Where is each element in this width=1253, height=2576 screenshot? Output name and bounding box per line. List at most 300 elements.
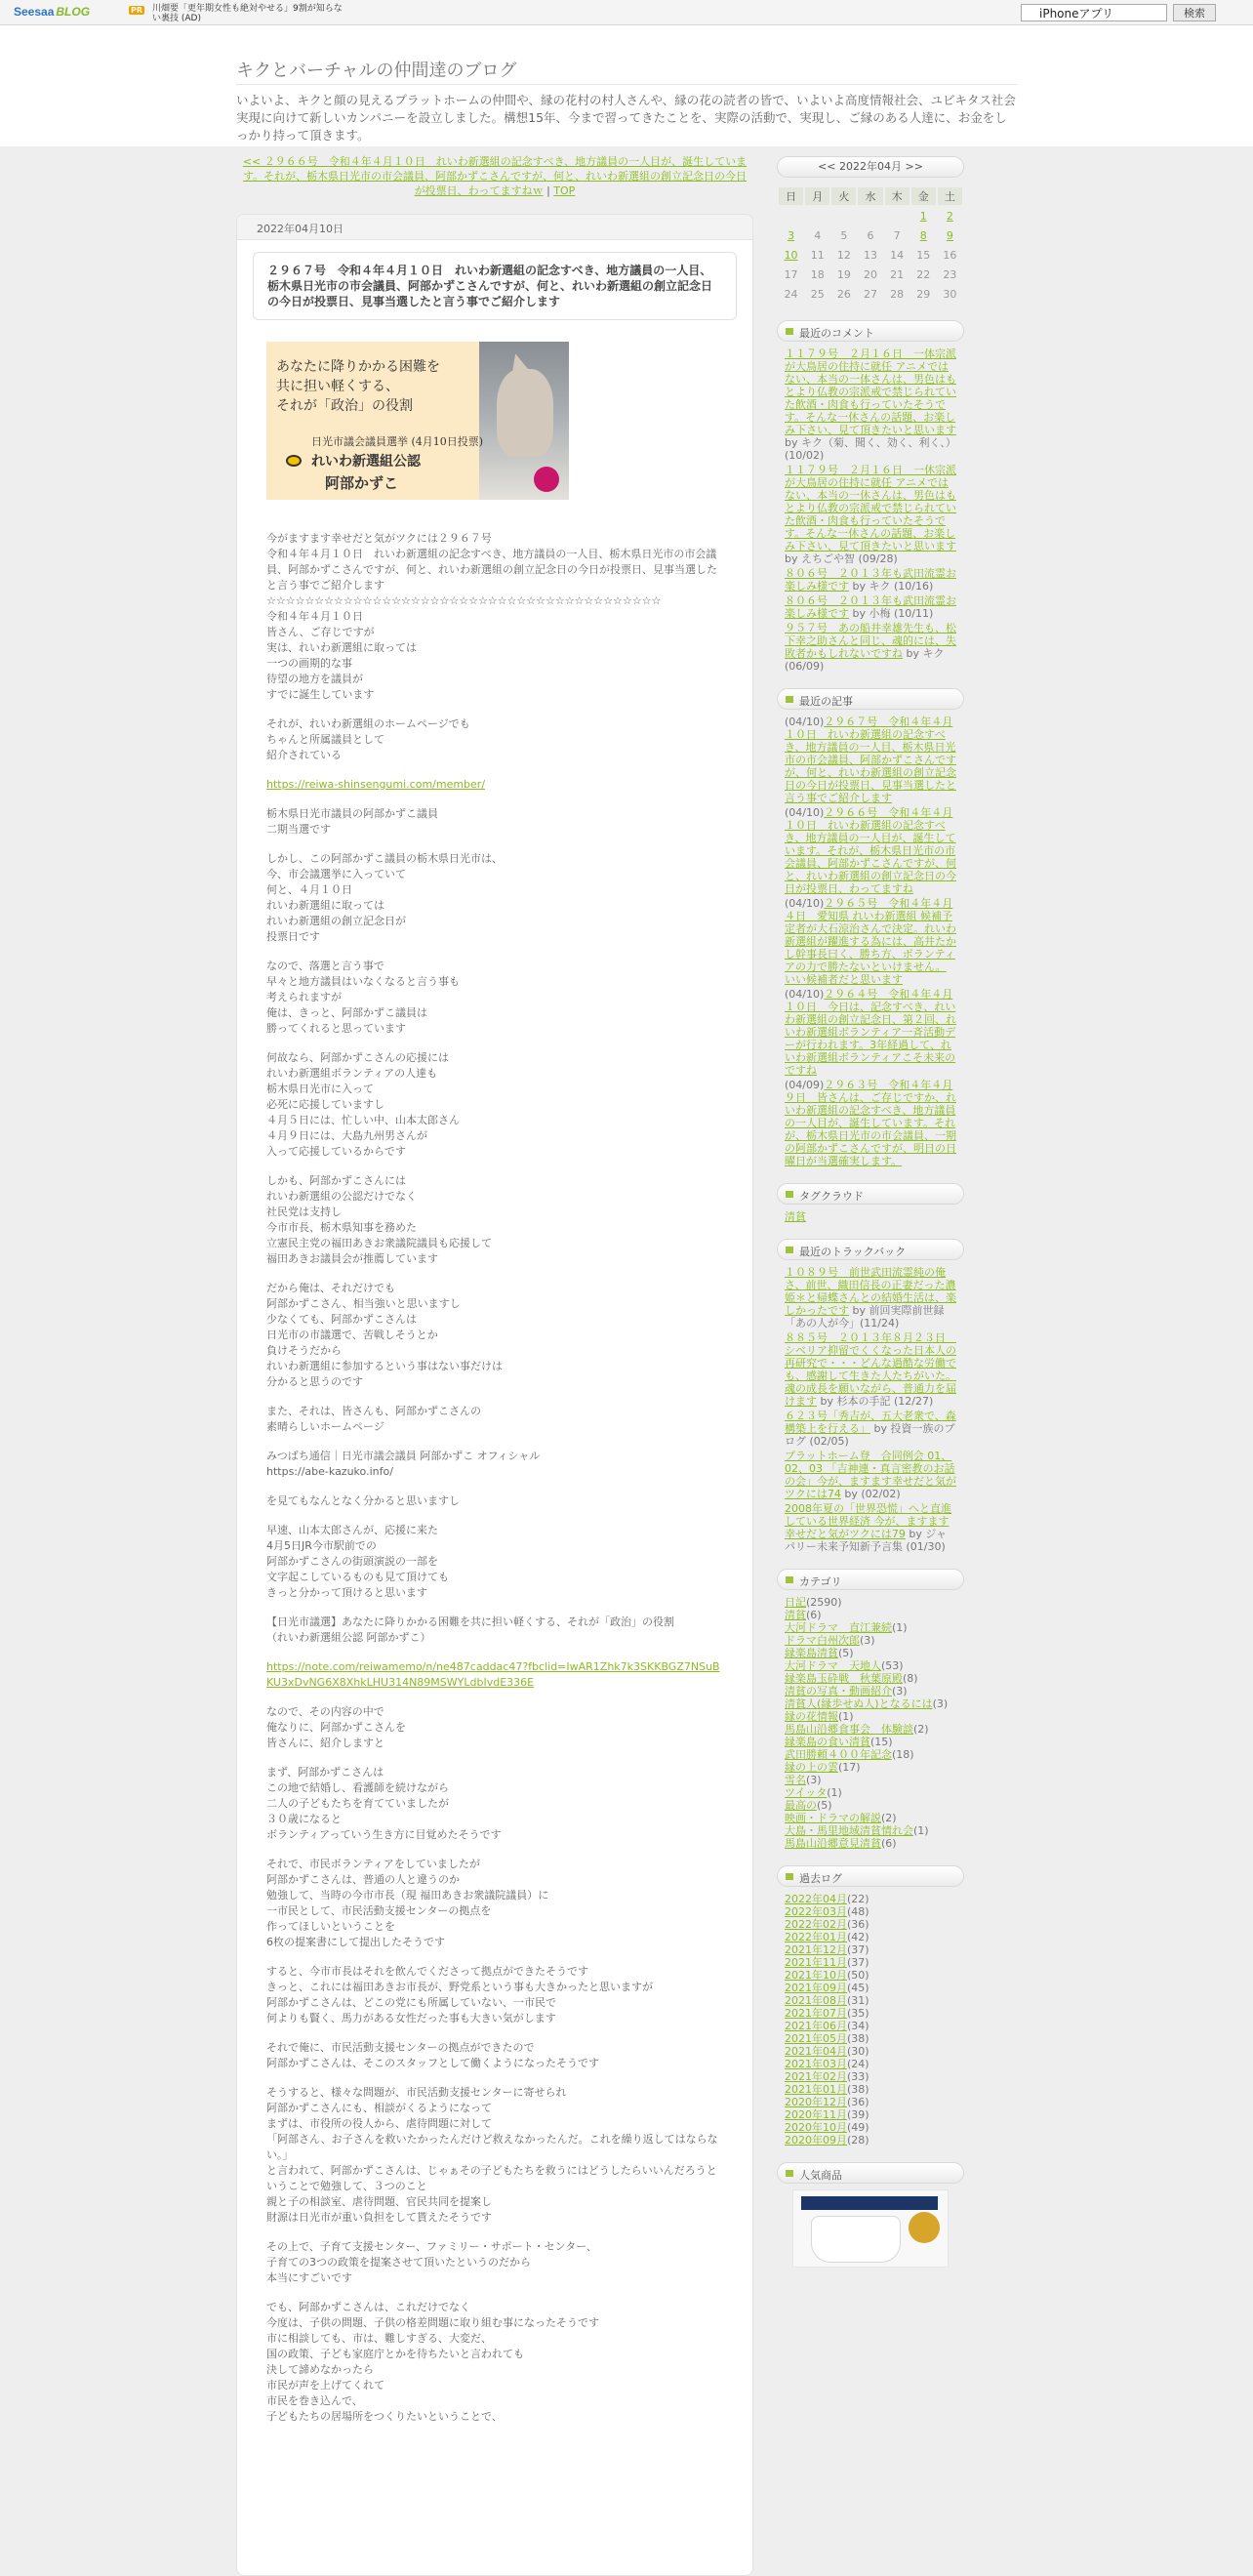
archive-count: (38) bbox=[847, 2083, 869, 2096]
trackback-item bbox=[785, 1502, 956, 1553]
calendar-day[interactable] bbox=[938, 226, 962, 244]
archive-link[interactable]: 2021年10月 bbox=[785, 1969, 847, 1982]
category-link[interactable]: 縁楽島清貧 bbox=[785, 1647, 838, 1659]
archive-count: (45) bbox=[847, 1982, 869, 1994]
archive-item bbox=[785, 2121, 956, 2134]
archive-count: (35) bbox=[847, 2007, 869, 2020]
campaign-banner-image[interactable] bbox=[266, 342, 569, 500]
archive-count: (34) bbox=[847, 2020, 869, 2032]
archive-link[interactable]: 2020年09月 bbox=[785, 2134, 847, 2147]
trackback-link[interactable]: 2008年夏の「世界恐慌」へと直進している世界経済 今が、ますます幸せだと気がツクには79 bbox=[785, 1502, 951, 1540]
archive-link[interactable]: 2021年04月 bbox=[785, 2045, 847, 2058]
post-paragraph: それで、市民ボランティアをしていましたが 阿部かずこさんは、普通の人と違うのか 勉強して、当時の今市市長（現 福田あきお衆議院議員）に 一市民として、市民活動支援センターの拠点を 作ってほしいということを 6枚の提案書にして提出したそうです bbox=[266, 1858, 549, 1948]
category-link[interactable]: 雪名 bbox=[785, 1774, 806, 1786]
comment-item bbox=[785, 348, 956, 462]
recent-post-date: (04/09) bbox=[785, 1079, 825, 1091]
category-item bbox=[785, 1609, 956, 1621]
comment-item bbox=[785, 464, 956, 565]
archive-link[interactable]: 2021年12月 bbox=[785, 1943, 847, 1956]
post-date-bar bbox=[237, 215, 752, 240]
archive-link[interactable]: 2021年07月 bbox=[785, 2007, 847, 2020]
calendar-week-row bbox=[779, 266, 962, 283]
category-item bbox=[785, 1723, 956, 1736]
calendar-weekday-row bbox=[779, 187, 962, 205]
calendar-day: 23 bbox=[938, 266, 962, 283]
category-item bbox=[785, 1647, 956, 1659]
banner-party: れいわ新選組公認 bbox=[311, 454, 421, 470]
post-article bbox=[236, 214, 753, 2576]
recent-post-item bbox=[785, 897, 956, 986]
heading-label: 人気商品 bbox=[799, 2169, 842, 2182]
category-link[interactable]: 縁の花情報 bbox=[785, 1710, 838, 1723]
archive-link[interactable]: 2021年02月 bbox=[785, 2070, 847, 2083]
comment-author: by キク (10/16) bbox=[852, 580, 934, 593]
square-bullet-icon bbox=[786, 2170, 793, 2177]
archive-link[interactable]: 2021年11月 bbox=[785, 1956, 847, 1969]
archive-link[interactable]: 2022年01月 bbox=[785, 1931, 847, 1943]
recent-post-link[interactable]: ２９６７号 令和４年４月１０日 れいわ新選組の記念すべき、地方議員の一人目、栃木県日光市の市会議員、阿部かずこさんですが、何と、れいわ新選組の創立記念日の今日が投票日、見事当選したと言う事でご紹介します bbox=[785, 716, 956, 804]
calendar-day: 6 bbox=[858, 226, 882, 244]
trackbacks-heading bbox=[777, 1239, 964, 1260]
archives-heading bbox=[777, 1865, 964, 1887]
category-count: (1) bbox=[827, 1786, 842, 1799]
comment-link[interactable]: １１７９号 ２月１６日 一体宗派が大鳥居の住持に就任 アニメではない、本当の一体さんは、男色はもとより仏教の宗派戒で禁じられていた飲酒・肉食も行っていたそうです。そんな一休さんの話題、お楽しみ下さい、見て頂きたいと思います bbox=[785, 348, 956, 436]
post-paragraph: 早速、山本太郎さんが、応援に来た 4月5日JR今市駅前での 阿部かずこさんの街頭演説の一部を 文字起こしているものも見て頂けても きっと分かって頂けると思います bbox=[266, 1524, 449, 1599]
category-link[interactable]: 縁の上の雲 bbox=[785, 1761, 838, 1774]
recent-comments-heading bbox=[777, 320, 964, 342]
post-paragraph: そうすると、様々な問題が、市民活動支援センターに寄せられ 阿部かずこさんにも、相談がくるようになって まずは、市役所の役人から、虐待問題に対して 「阿部さん、お子さんを救いたかったんだけど救えなかったんだ。これを繰り返してはならない。」 と言われて、阿部かずこさんは、じゃぁその子どもたちを救うにはどうしたらいいんだろうということで勉強して、３つのこと 親と子の相談室、虐待問題、官民共同を提案し 財源は日光市が重い負担をして貰えたそうです bbox=[266, 2086, 718, 2224]
calendar-day: 12 bbox=[831, 246, 856, 264]
trackback-link[interactable]: ６２３号「秀吉が、五大老衆で、森構築上を行える」 bbox=[785, 1410, 956, 1435]
calendar-day: 20 bbox=[858, 266, 882, 283]
square-bullet-icon bbox=[786, 1576, 793, 1583]
archive-link[interactable]: 2020年11月 bbox=[785, 2108, 847, 2121]
calendar-week-row bbox=[779, 226, 962, 244]
category-link[interactable]: 縁楽島玉砕戦 秋葉原殿 bbox=[785, 1672, 903, 1685]
cat-photo-shape bbox=[497, 369, 553, 457]
category-link[interactable]: 清貧の写真・動画紹介 bbox=[785, 1685, 892, 1697]
calendar-day: 28 bbox=[885, 285, 909, 303]
category-count: (2590) bbox=[806, 1596, 842, 1609]
archive-item bbox=[785, 1905, 956, 1918]
calendar-weekday: 木 bbox=[885, 187, 909, 205]
calendar-day: 30 bbox=[938, 285, 962, 303]
calendar-day: 13 bbox=[858, 246, 882, 264]
archive-item bbox=[785, 2032, 956, 2045]
archive-link[interactable]: 2021年08月 bbox=[785, 1994, 847, 2007]
header-divider bbox=[236, 84, 1017, 85]
archive-item bbox=[785, 2096, 956, 2108]
calendar bbox=[777, 185, 964, 305]
post-paragraph: 何故なら、阿部かずこさんの応援には れいわ新選組ボランティアの人達も 栃木県日光市に入って 必死に応援していますし ４月５日には、忙しい中、山本太郎さん ４月９日には、大島九州男さんが 入って応援しているからです bbox=[266, 1051, 460, 1158]
calendar-day-link[interactable]: 10 bbox=[784, 248, 798, 262]
square-bullet-icon bbox=[786, 1247, 793, 1253]
archive-count: (37) bbox=[847, 1956, 869, 1969]
archive-count: (28) bbox=[847, 2134, 869, 2147]
recent-post-link[interactable]: ２９６３号 令和４年４月９日 皆さんは、ご存じですか、れいわ新選組の記念すべき、地方議員の一人目が、誕生しています。それが、栃木県日光市の市会議員、一期の阿部かずこさんですが、明日の日曜日が当選確実します。 bbox=[785, 1079, 956, 1167]
category-count: (6) bbox=[881, 1837, 897, 1850]
trackback-source: by 杉本の手記 (12/27) bbox=[820, 1395, 934, 1408]
ad-pr-badge: PR bbox=[131, 6, 143, 15]
comment-link[interactable]: ８０６号 ２０１３年も武田流霊お楽しみ様です bbox=[785, 594, 956, 620]
archive-count: (50) bbox=[847, 1969, 869, 1982]
tag-cloud-heading bbox=[777, 1183, 964, 1205]
note-article-link[interactable]: https://note.com/reiwamemo/n/ne487caddac47?fbclid=IwAR1Zhk7k3SKKBGZ7NSuBKU3xDvNG6X8XhkLHU314N89MSWYLdbIvdE336E bbox=[266, 1660, 720, 1689]
category-link[interactable]: 武田勝頼４００年記念 bbox=[785, 1748, 892, 1761]
calendar-weekday: 金 bbox=[911, 187, 936, 205]
archive-link[interactable]: 2021年06月 bbox=[785, 2020, 847, 2032]
comment-item bbox=[785, 567, 956, 593]
post-paragraph bbox=[266, 777, 723, 793]
calendar-weekday: 火 bbox=[831, 187, 856, 205]
sidebar bbox=[777, 156, 964, 2268]
calendar-day[interactable] bbox=[911, 207, 936, 225]
category-link[interactable]: 大島・馬里地域清貧情れ会 bbox=[785, 1824, 913, 1837]
category-count: (3) bbox=[806, 1774, 822, 1786]
archive-link[interactable]: 2020年12月 bbox=[785, 2096, 847, 2108]
comment-author: by キク (06/09) bbox=[785, 647, 945, 673]
mask-shape bbox=[811, 2216, 901, 2263]
post-body bbox=[237, 320, 752, 2425]
recent-post-date: (04/10) bbox=[785, 806, 825, 819]
calendar-day-link[interactable]: 2 bbox=[946, 209, 953, 223]
reiwa-badge-icon bbox=[534, 467, 559, 492]
square-bullet-icon bbox=[786, 1873, 793, 1880]
calendar-week-row bbox=[779, 246, 962, 264]
post-paragraph: を見てもなんとなく分かると思いますし bbox=[266, 1494, 460, 1507]
trackback-link[interactable]: プラットホーム登 合同例会 01、02、03 「吉神連・真言密教のお話の会」今が、ますます幸せだと気がツクには74 bbox=[785, 1450, 956, 1500]
category-item bbox=[785, 1697, 956, 1710]
comment-link[interactable]: １１７９号 ２月１６日 一休宗派が大鳥居の住持に就任 アニメではない、本当の一休さんは、男色はもとより仏教の宗派戒で禁じられていた飲酒・肉食も行っていたそうです。そんな一休さんの話題、お楽しみ下さい、見て頂きたいと思います bbox=[785, 464, 956, 552]
category-item bbox=[785, 1672, 956, 1685]
square-bullet-icon bbox=[786, 328, 793, 335]
trackback-item bbox=[785, 1266, 956, 1329]
trackback-source: by 投資一族のブログ (02/05) bbox=[785, 1422, 955, 1448]
archive-link[interactable]: 2020年10月 bbox=[785, 2121, 847, 2134]
square-bullet-icon bbox=[786, 1191, 793, 1198]
archive-item bbox=[785, 1893, 956, 1905]
calendar-day: 21 bbox=[885, 266, 909, 283]
calendar-day[interactable] bbox=[938, 207, 962, 225]
category-count: (3) bbox=[892, 1685, 908, 1697]
recent-post-link[interactable]: ２９６６号 令和４年４月１０日 れいわ新選組の記念すべき、地方議員の一人目が、誕生しています。それが、栃木県日光市の市会議員、阿部かずこさんですが、何と、れいわ新選組の創立記念日の今日が投票日、わってますね bbox=[785, 806, 956, 895]
post-paragraph: それが、れいわ新選組のホームページでも ちゃんと所属議員として 紹介されている bbox=[266, 717, 470, 761]
archive-item bbox=[785, 1931, 956, 1943]
recent-post-item bbox=[785, 716, 956, 804]
recent-posts-list bbox=[777, 716, 964, 1167]
comment-author: by キク（菊、聞く、効く、利く、）(10/02) bbox=[785, 436, 956, 462]
trackback-source: by 前回実際前世録「あの人が今」(11/24) bbox=[785, 1304, 945, 1329]
archive-count: (24) bbox=[847, 2058, 869, 2070]
post-paragraph: その上で、子育て支援センター、ファミリー・サポート・センター、 子育ての3つの政策を提案させて頂いたというのだから 本当にすごいです bbox=[266, 2240, 597, 2284]
archive-link[interactable]: 2021年09月 bbox=[785, 1982, 847, 1994]
category-item bbox=[785, 1761, 956, 1774]
category-item bbox=[785, 1621, 956, 1634]
calendar-day: 26 bbox=[831, 285, 856, 303]
recent-post-link[interactable]: ２９６５号 令和４年４月４日 愛知県 れいわ新選組 候補予定者が大石涼治さんで決定。れいわ新選組が躍進する為には、高井たかし幹事長曰く、勝ち方、ボランティアの力で勝たないといけません。いい候補者だと思います bbox=[785, 897, 956, 986]
post-paragraph: でも、阿部かずこさんは、これだけでなく 今度は、子供の問題、子供の格差問題に取り組む事になったそうです 市に相談しても、市は、難しすぎる、大変だ、 国の政策、子ども家庭庁とかを待ちたいと言われても 決して諦めなかったら 市民が声を上げてくれて 市民を巻き込んで、 子どもたちの居場所をつくりたいということで、 bbox=[266, 2301, 599, 2423]
recent-comments-list bbox=[777, 348, 964, 673]
comment-link[interactable]: ９５７号 あの船井幸雄先生も、松下幸之助さんと同じ、魂的には、失敗者かもしれないですね bbox=[785, 622, 956, 660]
calendar-blank bbox=[885, 207, 909, 225]
recent-post-date: (04/10) bbox=[785, 988, 825, 1001]
bee-icon bbox=[286, 455, 302, 467]
recent-post-item bbox=[785, 806, 956, 895]
archive-item bbox=[785, 1994, 956, 2007]
archive-count: (42) bbox=[847, 1931, 869, 1943]
ad-link[interactable]: 川畑要「更年期女性も絶対やせる」9割が知らない裏技 (AD) bbox=[152, 4, 343, 23]
recent-posts-heading bbox=[777, 688, 964, 710]
logo-blog: BLOG bbox=[56, 5, 91, 19]
calendar-day-link[interactable]: 3 bbox=[788, 228, 795, 242]
archive-link[interactable]: 2022年02月 bbox=[785, 1918, 847, 1931]
post-paragraph: しかも、阿部かずこさんには れいわ新選組の公認だけでなく 社民党は支持し 今市市長、栃木県知事を務めた 立憲民主党の福田あきお衆議院議員も応援して 福田あきお議員会が推薦しています bbox=[266, 1174, 492, 1265]
archive-link[interactable]: 2021年03月 bbox=[785, 2058, 847, 2070]
banner-slogan: あなたに降りかかる困難を 共に担い軽くする、 それが「政治」の役割 bbox=[276, 359, 440, 414]
calendar-weekday: 水 bbox=[858, 187, 882, 205]
calendar-day[interactable] bbox=[911, 226, 936, 244]
category-count: (8) bbox=[903, 1672, 918, 1685]
popular-products-heading bbox=[777, 2162, 964, 2184]
award-badge-icon bbox=[909, 2212, 940, 2243]
category-link[interactable]: 大河ドラマ 直江兼続 bbox=[785, 1621, 892, 1634]
category-link[interactable]: 清貧人(縁歩せぬ人)となるには bbox=[785, 1697, 933, 1710]
calendar-day-link[interactable]: 9 bbox=[946, 228, 953, 242]
category-item bbox=[785, 1748, 956, 1761]
category-count: (3) bbox=[860, 1634, 875, 1647]
recent-post-date: (04/10) bbox=[785, 897, 825, 910]
calendar-blank bbox=[779, 207, 803, 225]
post-title-box bbox=[253, 252, 737, 320]
archive-link[interactable]: 2021年01月 bbox=[785, 2083, 847, 2096]
calendar-week-row bbox=[779, 285, 962, 303]
archive-count: (30) bbox=[847, 2045, 869, 2058]
post-paragraph: なので、その内容の中で 俺なりに、阿部かずこさんを 皆さんに、紹介しますと bbox=[266, 1705, 406, 1749]
calendar-day: 4 bbox=[805, 226, 829, 244]
category-item bbox=[785, 1824, 956, 1837]
calendar-weekday: 日 bbox=[779, 187, 803, 205]
tag-link[interactable]: 清貧 bbox=[785, 1210, 806, 1223]
seesaa-blog-logo[interactable] bbox=[14, 5, 90, 19]
category-count: (15) bbox=[870, 1736, 893, 1748]
archive-count: (31) bbox=[847, 1994, 869, 2007]
category-item bbox=[785, 1634, 956, 1647]
archive-item bbox=[785, 2058, 956, 2070]
archive-item bbox=[785, 2134, 956, 2147]
category-link[interactable]: 映画・ドラマの解説 bbox=[785, 1812, 881, 1824]
archive-item bbox=[785, 2083, 956, 2096]
post-paragraph: それで俺に、市民活動支援センターの拠点ができたので 阿部かずこさんは、そこのスタッフとして働くようになったそうです bbox=[266, 2041, 599, 2069]
heading-label: カテゴリ bbox=[799, 1575, 842, 1588]
calendar-weekday: 月 bbox=[805, 187, 829, 205]
category-item bbox=[785, 1596, 956, 1609]
post-paragraph: 今がますます幸せだと気がツクには２９６７号 令和４年４月１０日 れいわ新選組の記念すべき、地方議員の一人目、栃木県日光市の市会議員、阿部かずこさんですが、何と、れいわ新選組の創立記念日の今日が投票日、見事当選したと言う事でご紹介します ☆☆☆☆☆☆☆☆☆☆☆☆☆☆☆☆☆☆☆☆☆☆☆☆☆☆☆☆☆☆☆☆☆☆☆☆☆☆☆☆☆ 令和４年４月１０日 皆さん、ご存じですが 実は、れいわ新選組に取っては 一つの画期的な事 待望の地方を議員が すでに誕生しています bbox=[266, 532, 717, 701]
calendar-day-link[interactable]: 1 bbox=[919, 209, 927, 223]
trackback-link[interactable]: １０８９号 前世武田流霊純の俺さ、前世、織田信長の正妻だった濃姫＊と帰蝶さんとの結婚生活は、楽しかったです bbox=[785, 1266, 956, 1317]
category-count: (18) bbox=[892, 1748, 914, 1761]
category-item bbox=[785, 1812, 956, 1824]
categories-list bbox=[777, 1596, 964, 1850]
archive-item bbox=[785, 2020, 956, 2032]
category-item bbox=[785, 1659, 956, 1672]
nav-separator: | bbox=[543, 184, 554, 197]
archive-count: (48) bbox=[847, 1905, 869, 1918]
top-bar bbox=[0, 0, 1253, 25]
recent-post-link[interactable]: ２９６４号 令和４年４月１０日 今日は、記念すべき、れいわ新選組の創立記念日、第２回、れいわ新選組ボランティア一斉活動デーが行われます。3年経過して、れいわ新選組ボランティアこそ未来のですね bbox=[785, 988, 956, 1077]
calendar-blank bbox=[831, 207, 856, 225]
calendar-header[interactable]: << 2022年04月 >> bbox=[777, 156, 964, 178]
category-link[interactable]: ツイッタ bbox=[785, 1786, 828, 1799]
category-item bbox=[785, 1799, 956, 1812]
category-count: (2) bbox=[881, 1812, 897, 1824]
category-count: (5) bbox=[838, 1647, 854, 1659]
post-paragraph bbox=[266, 1659, 723, 1691]
category-link[interactable]: 大河ドラマ 天地人 bbox=[785, 1659, 881, 1672]
calendar-day: 27 bbox=[858, 285, 882, 303]
top-link[interactable]: TOP bbox=[553, 184, 576, 197]
categories-heading bbox=[777, 1569, 964, 1590]
trackbacks-list bbox=[777, 1266, 964, 1553]
category-link[interactable]: 最高の bbox=[785, 1799, 817, 1812]
calendar-day: 7 bbox=[885, 226, 909, 244]
post-paragraph: なので、落選と言う事で 早々と地方議員はいなくなると言う事も 考えられますが 俺は、きっと、阿部かずこ議員は 勝ってくれると思っています bbox=[266, 960, 460, 1035]
trackback-item bbox=[785, 1450, 956, 1500]
calendar-day-link[interactable]: 8 bbox=[919, 228, 927, 242]
main-column bbox=[236, 152, 753, 2576]
category-item bbox=[785, 1736, 956, 1748]
trackback-source: by ジャパリー未来予知新予言集 (01/30) bbox=[785, 1528, 948, 1553]
category-link[interactable]: 馬島山沿郷食事会 体験談 bbox=[785, 1723, 913, 1736]
search-button[interactable]: 検索 bbox=[1173, 4, 1216, 21]
category-link[interactable]: 日記 bbox=[785, 1596, 806, 1609]
calendar-day: 19 bbox=[831, 266, 856, 283]
banner-election: 日光市議会議員選挙 (4月10日投票) bbox=[311, 435, 484, 448]
calendar-day: 16 bbox=[938, 246, 962, 264]
calendar-weekday: 土 bbox=[938, 187, 962, 205]
calendar-blank bbox=[805, 207, 829, 225]
trackback-source: by (02/02) bbox=[844, 1488, 901, 1500]
archive-count: (49) bbox=[847, 2121, 869, 2134]
post-paragraph: すると、今市市長はそれを飲んでくださって拠点ができたそうです きっと、これには福田あきお市長が、野党系という事も大きかったと思いますが 阿部かずこさんは、どこの党にも所属していない、一市民で 何よりも賢く、馬力がある女性だった事も大きい気がします bbox=[266, 1965, 653, 2024]
archive-item bbox=[785, 2045, 956, 2058]
archive-count: (36) bbox=[847, 1918, 869, 1931]
archive-item bbox=[785, 1969, 956, 1982]
category-count: (1) bbox=[892, 1621, 908, 1634]
post-paragraph: だから俺は、それだけでも 阿部かずこさん、相当強いと思いますし 少なくても、阿部かずこさんは 日光市の市議選で、苦戦しそうとか 負けそうだから れいわ新選組に参加するという事はない事だけは 分かると思うのです bbox=[266, 1282, 503, 1388]
blog-title[interactable]: キクとバーチャルの仲間達のブログ bbox=[236, 61, 517, 81]
archive-item bbox=[785, 2108, 956, 2121]
category-count: (6) bbox=[806, 1609, 822, 1621]
reiwa-member-link[interactable]: https://reiwa-shinsengumi.com/member/ bbox=[266, 778, 486, 791]
archive-count: (22) bbox=[847, 1893, 869, 1905]
category-count: (17) bbox=[838, 1761, 861, 1774]
trackback-link[interactable]: ８８５号 ２０１３年８月２３日 シベリア抑留でくくなった日本人の再研究で・・・どんな過酷な労働でも、感謝して生きた人たちがいた。魂の成長を願いながら、普通力を届けます bbox=[785, 1331, 956, 1408]
archive-count: (33) bbox=[847, 2070, 869, 2083]
calendar-day: 14 bbox=[885, 246, 909, 264]
archive-link[interactable]: 2021年05月 bbox=[785, 2032, 847, 2045]
calendar-day: 11 bbox=[805, 246, 829, 264]
trackback-item bbox=[785, 1331, 956, 1408]
category-item bbox=[785, 1774, 956, 1786]
category-count: (1) bbox=[838, 1710, 854, 1723]
calendar-day: 24 bbox=[779, 285, 803, 303]
blog-header bbox=[0, 25, 1253, 146]
archive-item bbox=[785, 2070, 956, 2083]
archive-count: (36) bbox=[847, 2096, 869, 2108]
post-navigation bbox=[236, 152, 753, 200]
category-link[interactable]: 清貧 bbox=[785, 1609, 806, 1621]
category-item bbox=[785, 1837, 956, 1850]
recent-post-item bbox=[785, 988, 956, 1077]
archive-count: (37) bbox=[847, 1943, 869, 1956]
archive-count: (38) bbox=[847, 2032, 869, 2045]
blog-description: いよいよ、キクと顔の見えるプラットホームの仲間や、縁の花村の村人さんや、縁の花の読者の皆で、いよいよ高度情報社会、ユビキタス社会実現に向けて新しいカンパニーを設立しました。構想15年、今まで習ってきたことを、実際の活動で、実現し、ご縁のある人達に、お金をしっかり持って頂きます。 bbox=[236, 93, 1016, 143]
heading-label: 過去ログ bbox=[799, 1872, 842, 1885]
category-count: (2) bbox=[913, 1723, 929, 1736]
calendar-blank bbox=[858, 207, 882, 225]
calendar-day[interactable] bbox=[779, 246, 803, 264]
category-link[interactable]: ドラマ白州次郎 bbox=[785, 1634, 860, 1647]
heading-label: 最近のトラックバック bbox=[799, 1246, 907, 1258]
square-bullet-icon bbox=[786, 696, 793, 703]
calendar-day: 17 bbox=[779, 266, 803, 283]
category-item bbox=[785, 1685, 956, 1697]
archive-item bbox=[785, 1982, 956, 1994]
recent-post-date: (04/10) bbox=[785, 716, 825, 728]
calendar-day: 15 bbox=[911, 246, 936, 264]
category-count: (3) bbox=[932, 1697, 949, 1710]
archive-link[interactable]: 2022年03月 bbox=[785, 1905, 847, 1918]
trackback-item bbox=[785, 1410, 956, 1448]
comment-author: by えちごや智 (09/28) bbox=[785, 552, 898, 565]
archive-link[interactable]: 2022年04月 bbox=[785, 1893, 847, 1905]
calendar-day: 29 bbox=[911, 285, 936, 303]
category-link[interactable]: 馬島山沿郷意見清貧 bbox=[785, 1837, 881, 1850]
archive-item bbox=[785, 1956, 956, 1969]
post-date: 2022年04月10日 bbox=[257, 223, 344, 235]
post-paragraph: まず、阿部かずこさんは この地で結婚し、看護師を続けながら 二人の子どもたちを育てていましたが ３０歳になると ボランティアっていう生き方に目覚めたそうです bbox=[266, 1766, 502, 1841]
calendar-day: 22 bbox=[911, 266, 936, 283]
category-link[interactable]: 縁楽島の食い清貧 bbox=[785, 1736, 870, 1748]
calendar-day[interactable] bbox=[779, 226, 803, 244]
heading-label: 最近の記事 bbox=[799, 695, 853, 708]
heading-label: 最近のコメント bbox=[799, 327, 874, 340]
archives-list bbox=[777, 1893, 964, 2147]
comment-item bbox=[785, 594, 956, 620]
category-count: (53) bbox=[881, 1659, 904, 1672]
category-count: (1) bbox=[913, 1824, 929, 1837]
calendar-week-row bbox=[779, 207, 962, 225]
calendar-day: 5 bbox=[831, 226, 856, 244]
archive-item bbox=[785, 1943, 956, 1956]
post-paragraph: みつばち通信｜日光市議会議員 阿部かずこ オフィシャル https://abe-kazuko.info/ bbox=[266, 1450, 541, 1478]
post-paragraph: 【日光市議選】あなたに降りかかる困難を共に担い軽くする、それが「政治」の役割 （れいわ新選組公認 阿部かずこ） bbox=[266, 1615, 674, 1644]
post-paragraph: また、それは、皆さんも、阿部かずこさんの 素晴らしいホームページ bbox=[266, 1405, 481, 1433]
archive-item bbox=[785, 1918, 956, 1931]
product-header-strip bbox=[801, 2196, 938, 2210]
post-title: ２９６７号 令和４年４月１０日 れいわ新選組の記念すべき、地方議員の一人目、栃木県日光市の市会議員、阿部かずこさんですが、何と、れいわ新選組の創立記念日の今日が投票日、見事当選したと言う事でご紹介します bbox=[267, 264, 713, 308]
banner-candidate: 阿部かずこ bbox=[325, 474, 399, 492]
calendar-day: 18 bbox=[805, 266, 829, 283]
recent-post-item bbox=[785, 1079, 956, 1167]
mask-product-image[interactable] bbox=[792, 2189, 949, 2268]
post-paragraph: 栃木県日光市議員の阿部かずこ議員 二期当選です bbox=[266, 807, 438, 836]
tag-cloud bbox=[777, 1210, 964, 1223]
search-input[interactable] bbox=[1021, 4, 1167, 21]
prev-post-link[interactable]: << ２９６６号 令和４年４月１０日 れいわ新選組の記念すべき、地方議員の一人目が、誕生しています。それが、栃木県日光市の市会議員、阿部かずこさんですが、何と、れいわ新選組の創立記念日の今日が投票日、わってますねｗ bbox=[242, 155, 748, 197]
comment-link[interactable]: ８０６号 ２０１３年も武田流霊お楽しみ様です bbox=[785, 567, 956, 593]
archive-count: (39) bbox=[847, 2108, 869, 2121]
